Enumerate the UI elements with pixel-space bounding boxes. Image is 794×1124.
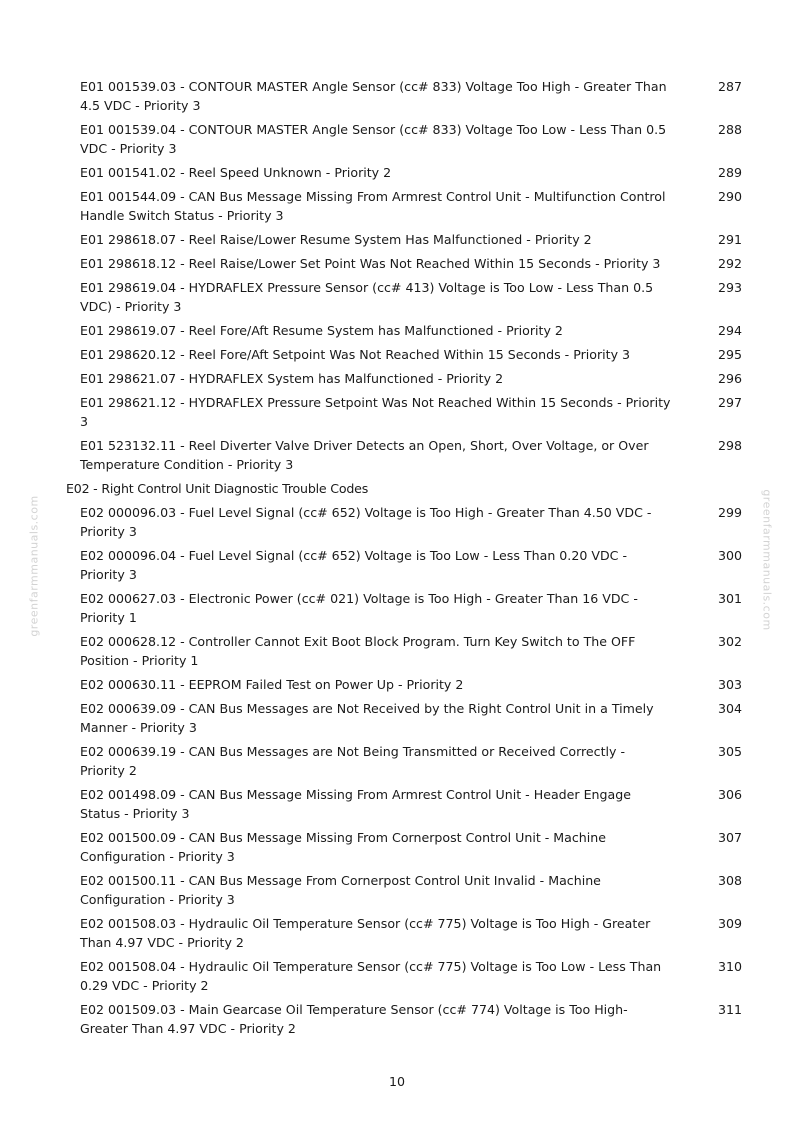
toc-entry-page: 288 — [717, 122, 742, 137]
toc-entry[interactable] — [66, 742, 742, 780]
toc-entry-page: 298 — [717, 438, 742, 453]
toc-entry-title: E01 001541.02 - Reel Speed Unknown - Priority 2 — [80, 165, 392, 180]
toc-entry[interactable] — [66, 278, 742, 316]
toc-entry-title: E01 298621.07 - HYDRAFLEX System has Malfunctioned - Priority 2 — [80, 371, 504, 386]
page-number: 10 — [388, 1074, 406, 1089]
toc-entry[interactable] — [66, 120, 742, 158]
toc-entry-title: E01 298621.12 - HYDRAFLEX Pressure Setpoint Was Not Reached Within 15 Seconds - Priority 3 — [80, 395, 671, 429]
toc-entry[interactable] — [66, 785, 742, 823]
toc-entry[interactable] — [66, 163, 742, 182]
toc-entry-title: E02 001509.03 - Main Gearcase Oil Temperature Sensor (cc# 774) Voltage is Too High-Greater Than 4.97 VDC - Priority 2 — [80, 1002, 628, 1036]
toc-list-e01 — [66, 77, 742, 474]
toc-entry-title: E01 298618.07 - Reel Raise/Lower Resume System Has Malfunctioned - Priority 2 — [80, 232, 592, 247]
toc-entry-title: E02 001500.09 - CAN Bus Message Missing From Cornerpost Control Unit - Machine Configuration - Priority 3 — [80, 830, 607, 864]
toc-entry-page: 310 — [717, 959, 742, 974]
toc-list-e02 — [66, 503, 742, 1038]
toc-entry-title: E01 001539.03 - CONTOUR MASTER Angle Sensor (cc# 833) Voltage Too High - Greater Than 4.5 VDC - Priority 3 — [80, 79, 667, 113]
toc-entry-page: 294 — [717, 323, 742, 338]
toc-entry-title: E02 000627.03 - Electronic Power (cc# 021) Voltage is Too High - Greater Than 16 VDC - Priority 1 — [80, 591, 638, 625]
toc-entry-page: 290 — [717, 189, 742, 204]
toc-entry-page: 297 — [717, 395, 742, 410]
toc-entry[interactable] — [66, 393, 742, 431]
toc-entry-title: E01 298619.04 - HYDRAFLEX Pressure Sensor (cc# 413) Voltage is Too Low - Less Than 0.5 VDC) - Priority 3 — [80, 280, 654, 314]
toc-entry[interactable] — [66, 699, 742, 737]
toc-entry-title: E02 000096.04 - Fuel Level Signal (cc# 652) Voltage is Too Low - Less Than 0.20 VDC - Priority 3 — [80, 548, 627, 582]
toc-entry-page: 293 — [717, 280, 742, 295]
toc-entry-page: 301 — [717, 591, 742, 606]
toc-entry-page: 296 — [717, 371, 742, 386]
toc-entry-page: 304 — [717, 701, 742, 716]
toc-entry-title: E02 001498.09 - CAN Bus Message Missing From Armrest Control Unit - Header Engage Status - Priority 3 — [80, 787, 631, 821]
toc-entry[interactable] — [66, 914, 742, 952]
toc-entry-page: 303 — [717, 677, 742, 692]
toc-entry[interactable] — [66, 369, 742, 388]
toc-entry-title: E02 001500.11 - CAN Bus Message From Cornerpost Control Unit Invalid - Machine Configuration - Priority 3 — [80, 873, 601, 907]
toc-entry-title: E02 001508.03 - Hydraulic Oil Temperature Sensor (cc# 775) Voltage is Too High - Greater Than 4.97 VDC - Priority 2 — [80, 916, 651, 950]
toc-entry-title: E02 000630.11 - EEPROM Failed Test on Power Up - Priority 2 — [80, 677, 464, 692]
toc-entry-page: 295 — [717, 347, 742, 362]
toc-entry-page: 307 — [717, 830, 742, 845]
toc-entry-page: 306 — [717, 787, 742, 802]
toc-entry-title: E01 001539.04 - CONTOUR MASTER Angle Sensor (cc# 833) Voltage Too Low - Less Than 0.5 VDC - Priority 3 — [80, 122, 667, 156]
toc-entry[interactable] — [66, 254, 742, 273]
watermark-right: greenfarmmanuals.com — [760, 489, 774, 631]
toc-entry[interactable] — [66, 871, 742, 909]
watermark-left: greenfarmmanuals.com — [27, 495, 41, 637]
toc-entry-title: E02 000096.03 - Fuel Level Signal (cc# 652) Voltage is Too High - Greater Than 4.50 VDC - Priority 3 — [80, 505, 652, 539]
toc-entry-title: E01 298619.07 - Reel Fore/Aft Resume System has Malfunctioned - Priority 2 — [80, 323, 563, 338]
toc-entry-page: 292 — [717, 256, 742, 271]
toc-entry[interactable] — [66, 345, 742, 364]
toc-entry-title: E02 000639.19 - CAN Bus Messages are Not Being Transmitted or Received Correctly - Priority 2 — [80, 744, 626, 778]
toc-entry-page: 308 — [717, 873, 742, 888]
toc-entry-page: 289 — [717, 165, 742, 180]
toc-entry-title: E02 001508.04 - Hydraulic Oil Temperature Sensor (cc# 775) Voltage is Too Low - Less Than 0.29 VDC - Priority 2 — [80, 959, 662, 993]
toc-entry[interactable] — [66, 503, 742, 541]
section-heading-e02[interactable]: E02 - Right Control Unit Diagnostic Trouble Codes — [66, 481, 369, 496]
toc-entry-title: E02 000639.09 - CAN Bus Messages are Not Received by the Right Control Unit in a Timely Manner - Priority 3 — [80, 701, 654, 735]
toc-entry[interactable] — [66, 632, 742, 670]
toc-entry-title: E01 523132.11 - Reel Diverter Valve Driver Detects an Open, Short, Over Voltage, or Over Temperature Condition - Priority 3 — [80, 438, 649, 472]
toc-entry[interactable] — [66, 230, 742, 249]
toc-entry[interactable] — [66, 828, 742, 866]
toc-entry[interactable] — [66, 187, 742, 225]
toc-entry-page: 311 — [717, 1002, 742, 1017]
toc-entry-page: 300 — [717, 548, 742, 563]
table-of-contents — [66, 77, 742, 1043]
toc-entry[interactable] — [66, 1000, 742, 1038]
toc-entry-title: E01 298620.12 - Reel Fore/Aft Setpoint Was Not Reached Within 15 Seconds - Priority 3 — [80, 347, 631, 362]
toc-entry-page: 305 — [717, 744, 742, 759]
toc-entry-page: 309 — [717, 916, 742, 931]
toc-entry[interactable] — [66, 589, 742, 627]
toc-entry[interactable] — [66, 957, 742, 995]
toc-entry[interactable] — [66, 546, 742, 584]
toc-entry-page: 287 — [717, 79, 742, 94]
toc-entry[interactable] — [66, 436, 742, 474]
toc-entry[interactable] — [66, 675, 742, 694]
toc-entry-page: 299 — [717, 505, 742, 520]
toc-entry-page: 291 — [717, 232, 742, 247]
toc-entry[interactable] — [66, 77, 742, 115]
toc-entry-title: E02 000628.12 - Controller Cannot Exit Boot Block Program. Turn Key Switch to The OFF Position - Priority 1 — [80, 634, 636, 668]
toc-entry-title: E01 001544.09 - CAN Bus Message Missing From Armrest Control Unit - Multifunction Control Handle Switch Status - Priority 3 — [80, 189, 666, 223]
toc-entry-title: E01 298618.12 - Reel Raise/Lower Set Point Was Not Reached Within 15 Seconds - Priority 3 — [80, 256, 661, 271]
toc-entry[interactable] — [66, 321, 742, 340]
toc-entry-page: 302 — [717, 634, 742, 649]
